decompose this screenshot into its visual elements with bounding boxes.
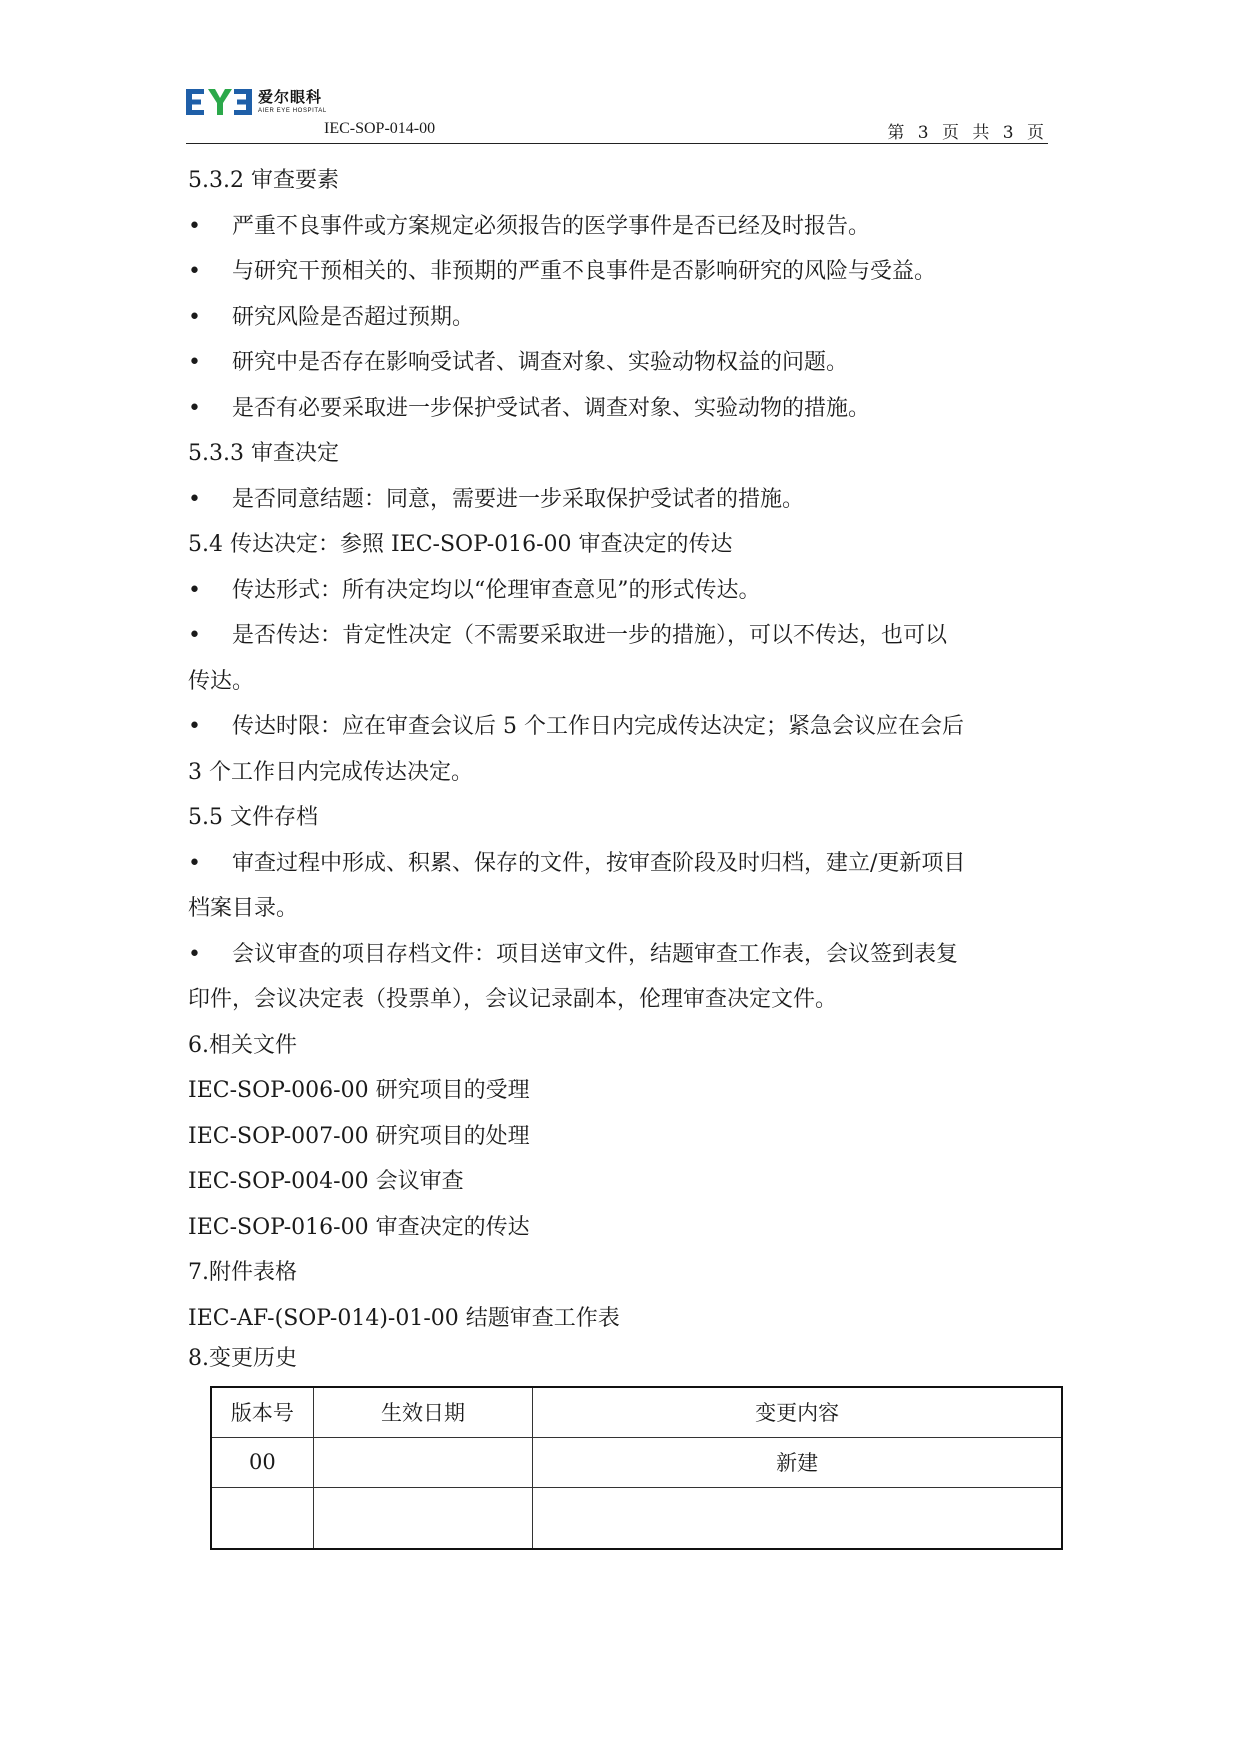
bullet-icon: • — [188, 395, 201, 421]
bullet-icon: • — [188, 714, 201, 739]
section-heading-5-5: 5.5 文件存档 — [188, 805, 318, 830]
header-effective-date: 生效日期 — [313, 1387, 532, 1437]
list-item: • 严重不良事件或方案规定必须报告的医学事件是否已经及时报告。 — [188, 204, 1050, 250]
list-item: • 会议审查的项目存档文件：项目送审文件，结题审查工作表，会议签到表复 — [188, 932, 1050, 978]
list-item: • 传达时限：应在审查会议后 5 个工作日内完成传达决定；紧急会议应在会后 — [188, 704, 1050, 750]
page-indicator: 第 3 页 共 3 页 — [887, 123, 1048, 143]
logo-chinese-name: 爱尔眼科 — [258, 88, 323, 106]
section-heading-5-4: 5.4 传达决定：参照 IEC-SOP-016-00 审查决定的传达 — [188, 532, 733, 557]
list-item: • 是否有必要采取进一步保护受试者、调查对象、实验动物的措施。 — [188, 386, 1050, 432]
section-heading-6: 6.相关文件 — [188, 1032, 297, 1058]
table-row — [211, 1437, 1062, 1487]
bullet-icon: • — [188, 259, 201, 284]
eye-logo-mark — [186, 89, 252, 115]
bullet-icon: • — [188, 304, 201, 330]
cell-change-content — [533, 1487, 1062, 1549]
logo-english-name: AIER EYE HOSPITAL — [258, 108, 327, 114]
related-document: IEC-SOP-016-00 审查决定的传达 — [188, 1214, 530, 1240]
section-heading-7: 7.附件表格 — [188, 1260, 297, 1285]
list-item: • 是否同意结题：同意，需要进一步采取保护受试者的措施。 — [188, 477, 1050, 523]
document-code: IEC-SOP-014-00 — [324, 120, 436, 137]
header-rule — [186, 143, 1048, 144]
list-item: • 传达形式：所有决定均以“伦理审查意见”的形式传达。 — [188, 568, 1050, 614]
cell-change-content: 新建 — [533, 1437, 1062, 1487]
bullet-icon: • — [188, 213, 201, 239]
change-history-table — [210, 1386, 1063, 1550]
cell-effective-date — [313, 1487, 532, 1549]
document-body — [188, 158, 1050, 1377]
bullet-icon: • — [188, 577, 201, 603]
bullet-icon: • — [188, 941, 201, 967]
list-item: • 审查过程中形成、积累、保存的文件，按审查阶段及时归档，建立/更新项目 — [188, 841, 1050, 887]
bullet-icon: • — [188, 486, 201, 512]
related-document: IEC-SOP-006-00 研究项目的受理 — [188, 1078, 530, 1103]
list-item-continuation: 传达。 — [188, 668, 255, 694]
list-item-continuation: 印件，会议决定表（投票单），会议记录副本，伦理审查决定文件。 — [188, 987, 838, 1012]
section-heading-5-3-3: 5.3.3 审查决定 — [188, 441, 339, 466]
list-item: • 研究风险是否超过预期。 — [188, 295, 1050, 341]
attachment-form: IEC-AF-(SOP-014)-01-00 结题审查工作表 — [188, 1305, 620, 1331]
section-heading-8: 8.变更历史 — [188, 1346, 297, 1371]
header-change-content: 变更内容 — [533, 1387, 1062, 1437]
cell-version: 00 — [211, 1437, 313, 1487]
bullet-icon: • — [188, 850, 201, 876]
related-document: IEC-SOP-004-00 会议审查 — [188, 1169, 464, 1194]
bullet-icon: • — [188, 623, 201, 648]
page-header — [186, 84, 1048, 148]
list-item-continuation: 3 个工作日内完成传达决定。 — [188, 759, 473, 785]
table-header-row — [211, 1387, 1062, 1437]
list-item-continuation: 档案目录。 — [188, 896, 299, 921]
hospital-logo — [186, 84, 327, 120]
related-document: IEC-SOP-007-00 研究项目的处理 — [188, 1123, 530, 1149]
table-row — [211, 1487, 1062, 1549]
list-item: • 与研究干预相关的、非预期的严重不良事件是否影响研究的风险与受益。 — [188, 249, 1050, 295]
cell-effective-date — [313, 1437, 532, 1487]
list-item: • 研究中是否存在影响受试者、调查对象、实验动物权益的问题。 — [188, 340, 1050, 386]
header-version: 版本号 — [211, 1387, 313, 1437]
cell-version — [211, 1487, 313, 1549]
bullet-icon: • — [188, 350, 201, 375]
list-item: • 是否传达：肯定性决定（不需要采取进一步的措施），可以不传达，也可以 — [188, 613, 1050, 659]
section-heading-5-3-2: 5.3.2 审查要素 — [188, 168, 339, 193]
